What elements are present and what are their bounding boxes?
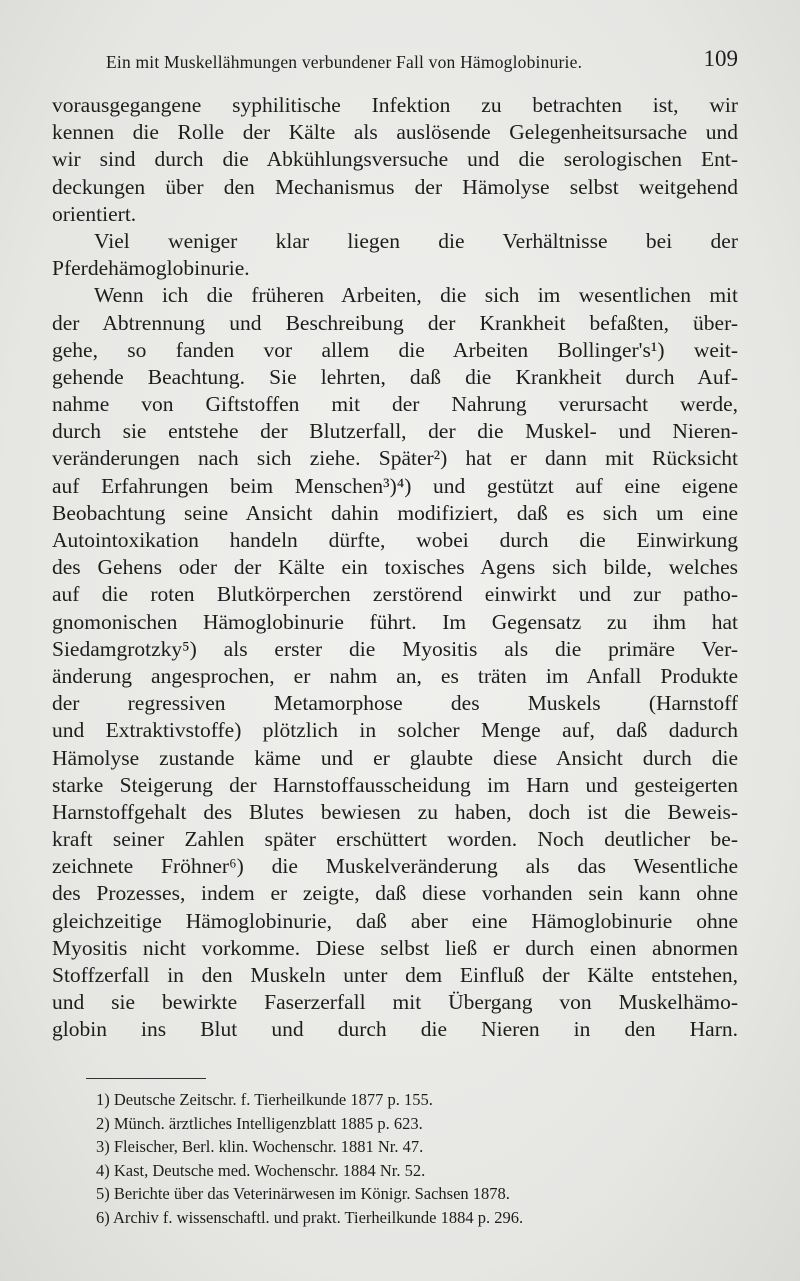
- text-line: der Abtrennung und Beschreibung der Krankheit befaßten, über-: [52, 310, 738, 335]
- text-line: des Gehens oder der Kälte ein toxisches Agens sich bilde, welches: [52, 555, 738, 580]
- text-line: und sie bewirkte Faserzerfall mit Übergang von Muskelhämo-: [52, 990, 738, 1015]
- footnote: 2) Münch. ärztliches Intelligenzblatt 1885 p. 623.: [96, 1113, 423, 1133]
- footnotes: [96, 1088, 716, 1229]
- running-title: Ein mit Muskellähmungen verbundener Fall von Hämoglobinurie.: [106, 52, 583, 72]
- footnote: 5) Berichte über das Veterinärwesen im Königr. Sachsen 1878.: [96, 1184, 510, 1203]
- text-line: vorausgegangene syphilitische Infektion zu betrachten ist, wir: [52, 93, 738, 117]
- text-line: Stoffzerfall in den Muskeln unter dem Einfluß der Kälte entstehen,: [52, 963, 738, 987]
- footnote: 6) Archiv f. wissenschaftl. und prakt. Tierheilkunde 1884 p. 296.: [96, 1207, 524, 1227]
- footnote-divider: [86, 1078, 206, 1079]
- text-line: des Prozesses, indem er zeigte, daß diese vorhanden sein kann ohne: [52, 881, 738, 906]
- text-line: Beobachtung seine Ansicht dahin modifiziert, daß es sich um eine: [52, 500, 738, 525]
- text-line: orientiert.: [52, 201, 137, 226]
- text-line: Hämolyse zustande käme und er glaubte diese Ansicht durch die: [52, 745, 738, 770]
- text-line: durch sie entstehe der Blutzerfall, der die Muskel- und Nieren-: [52, 419, 738, 444]
- text-line: starke Steigerung der Harnstoffausscheidung im Harn und gesteigerten: [52, 772, 738, 797]
- text-line: gehende Beachtung. Sie lehrten, daß die Krankheit durch Auf-: [52, 364, 738, 389]
- text-line: gleichzeitige Hämoglobinurie, daß aber eine Hämoglobinurie ohne: [52, 908, 738, 933]
- text-line: kennen die Rolle der Kälte als auslösende Gelegenheitsursache und: [52, 120, 738, 145]
- text-line: nahme von Giftstoffen mit der Nahrung verursacht werde,: [52, 392, 738, 417]
- body-text: [52, 92, 738, 1044]
- page-number: 109: [703, 46, 738, 71]
- text-line: Myositis nicht vorkomme. Diese selbst ließ er durch einen abnormen: [52, 935, 738, 960]
- text-line: änderung angesprochen, er nahm an, es träten im Anfall Produkte: [52, 663, 738, 688]
- text-line: Viel weniger klar liegen die Verhältnisse bei der: [94, 228, 738, 253]
- footnote: 3) Fleischer, Berl. klin. Wochenschr. 1881 Nr. 47.: [96, 1137, 424, 1156]
- text-line: Autointoxikation handeln dürfte, wobei durch die Einwirkung: [52, 528, 738, 552]
- text-line: veränderungen nach sich ziehe. Später²) hat er dann mit Rücksicht: [52, 446, 738, 471]
- text-line: und Extraktivstoffe) plötzlich in solcher Menge auf, daß dadurch: [52, 718, 738, 743]
- text-line: Wenn ich die früheren Arbeiten, die sich im wesentlichen mit: [94, 283, 738, 308]
- text-line: Pferdehämoglobinurie.: [52, 256, 250, 281]
- text-line: globin ins Blut und durch die Nieren in den Harn.: [52, 1017, 738, 1042]
- footnote: 4) Kast, Deutsche med. Wochenschr. 1884 Nr. 52.: [96, 1160, 426, 1180]
- text-line: auf die roten Blutkörperchen zerstörend einwirkt und zur patho-: [52, 582, 738, 607]
- text-line: Harnstoffgehalt des Blutes bewiesen zu haben, doch ist die Beweis-: [52, 799, 738, 824]
- running-head: [106, 46, 742, 78]
- text-line: gnomonischen Hämoglobinurie führt. Im Gegensatz zu ihm hat: [52, 609, 738, 634]
- text-line: Siedamgrotzky⁵) als erster die Myositis als die primäre Ver-: [52, 636, 738, 661]
- text-line: der regressiven Metamorphose des Muskels (Harnstoff: [52, 691, 738, 716]
- text-line: auf Erfahrungen beim Menschen³)⁴) und gestützt auf eine eigene: [52, 473, 738, 498]
- text-line: deckungen über den Mechanismus der Hämolyse selbst weitgehend: [52, 174, 738, 199]
- text-line: gehe, so fanden vor allem die Arbeiten Bollinger's¹) weit-: [52, 337, 738, 362]
- text-line: zeichnete Fröhner⁶) die Muskelveränderung als das Wesentliche: [52, 854, 738, 879]
- footnote: 1) Deutsche Zeitschr. f. Tierheilkunde 1877 p. 155.: [96, 1090, 433, 1109]
- text-line: kraft seiner Zahlen später erschüttert worden. Noch deutlicher be-: [52, 827, 738, 852]
- text-line: wir sind durch die Abkühlungsversuche und die serologischen Ent-: [52, 147, 738, 172]
